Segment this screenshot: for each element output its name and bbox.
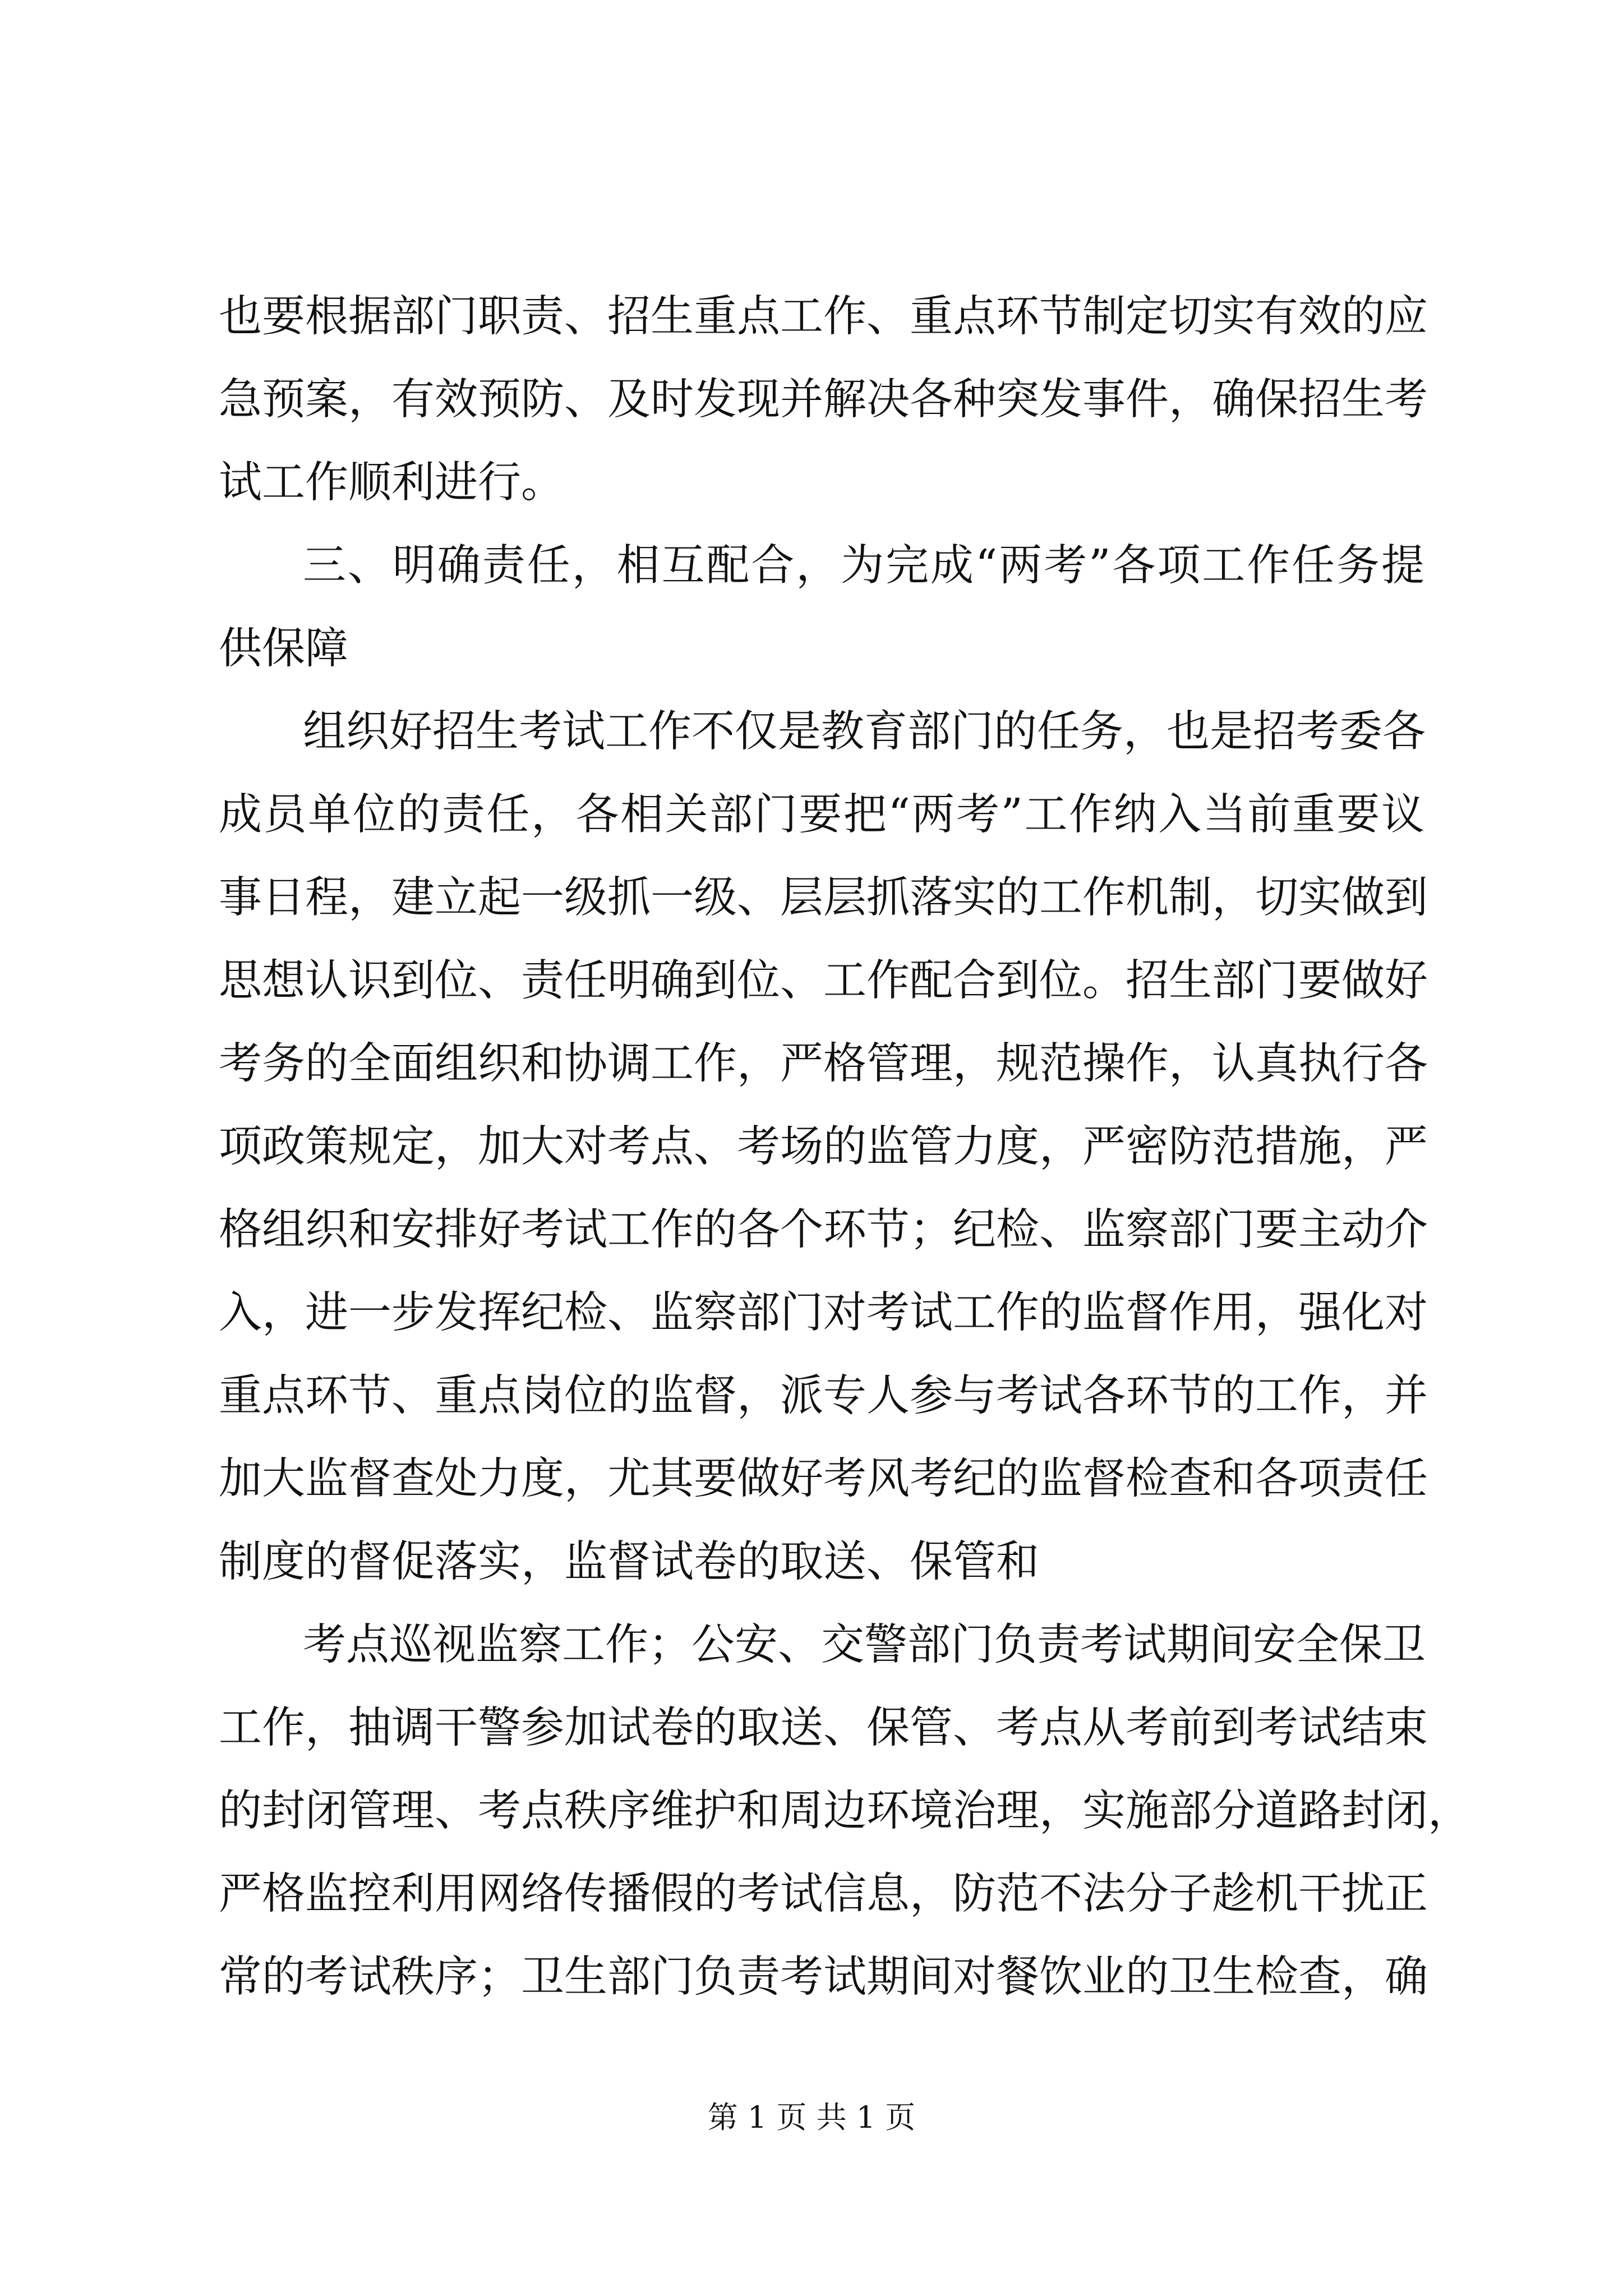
text-line: 急预案，有效预防、及时发现并解决各种突发事件，确保招生考 [219, 375, 1428, 425]
text-line: 制度的督促落实，监督试卷的取送、保管和 [219, 1537, 1039, 1587]
section-heading-line: 供保障 [219, 624, 348, 674]
text-line: 试工作顺利进行。 [219, 458, 564, 508]
page-footer: 第 1 页 共 1 页 [707, 2100, 916, 2135]
text-line: 严格监控利用网络传播假的考试信息，防范不法分子趁机干扰正 [219, 1869, 1428, 1919]
text-line: 加大监督查处力度，尤其要做好考风考纪的监督检查和各项责任 [219, 1454, 1428, 1504]
text-line: 成员单位的责任，各相关部门要把“两考”工作纳入当前重要议 [219, 790, 1424, 840]
text-line: 入，进一步发挥纪检、监察部门对考试工作的监督作用，强化对 [219, 1288, 1428, 1338]
text-line: 思想认识到位、责任明确到位、工作配合到位。招生部门要做好 [219, 956, 1428, 1006]
text-line: 项政策规定，加大对考点、考场的监管力度，严密防范措施，严 [219, 1122, 1428, 1172]
text-line: 考务的全面组织和协调工作，严格管理，规范操作，认真执行各 [219, 1039, 1428, 1089]
text-line: 工作，抽调干警参加试卷的取送、保管、考点从考前到考试结束 [219, 1703, 1428, 1753]
text-line: 也要根据部门职责、招生重点工作、重点环节制定切实有效的应 [219, 292, 1428, 342]
text-line: 组织好招生考试工作不仅是教育部门的任务，也是招考委各 [303, 707, 1426, 757]
text-line: 常的考试秩序；卫生部门负责考试期间对餐饮业的卫生检查，确 [219, 1952, 1428, 2002]
text-line: 的封闭管理、考点秩序维护和周边环境治理，实施部分道路封闭， [219, 1786, 1471, 1836]
text-line: 考点巡视监察工作；公安、交警部门负责考试期间安全保卫 [303, 1620, 1426, 1670]
section-heading-line: 三、明确责任，相互配合，为完成“两考”各项工作任务提 [303, 541, 1424, 591]
text-line: 重点环节、重点岗位的监督，派专人参与考试各环节的工作，并 [219, 1371, 1428, 1421]
text-line: 事日程，建立起一级抓一级、层层抓落实的工作机制，切实做到 [219, 873, 1428, 923]
text-line: 格组织和安排好考试工作的各个环节；纪检、监察部门要主动介 [219, 1205, 1428, 1255]
